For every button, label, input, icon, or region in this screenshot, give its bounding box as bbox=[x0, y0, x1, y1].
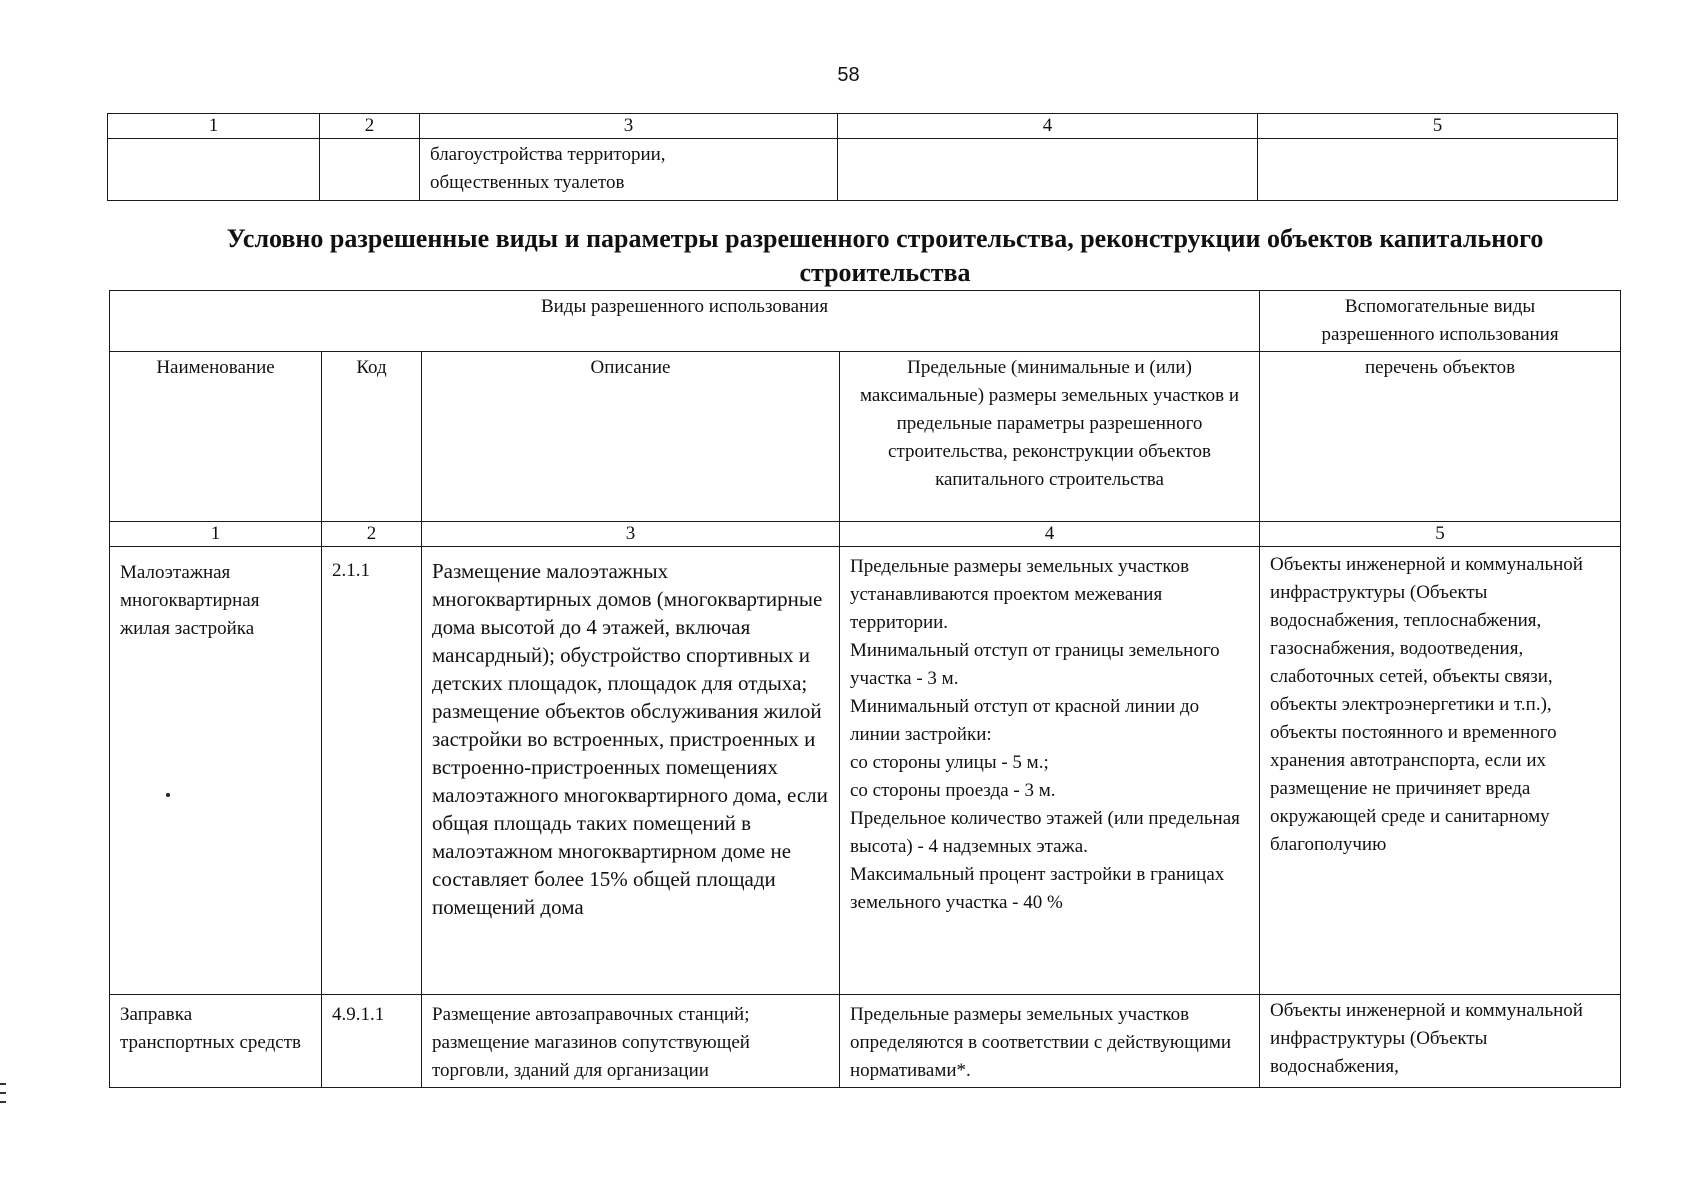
table-cell bbox=[838, 139, 1258, 201]
column-number: 5 bbox=[1260, 522, 1621, 547]
scan-mark bbox=[0, 1101, 6, 1103]
page-number: 58 bbox=[837, 64, 860, 86]
column-number: 5 bbox=[1258, 114, 1618, 139]
zoning-table bbox=[109, 290, 1621, 1088]
scan-speck bbox=[166, 793, 170, 797]
aux-header: Вспомогательные виды разрешенного использования bbox=[1260, 291, 1621, 352]
use-limits: Предельные размеры земельных участков устанавливаются проектом межевания территории. Минимальный отступ от границы земельного участка - 3 м. Минимальный отступ от красной линии до линии застройки: со стороны улицы - 5 м.; со стороны проезда - 3 м. Предельное количество этажей (или предельная высота) - 4 надземных этажа. Максимальный процент застройки в границах земельного участка - 40 % bbox=[840, 547, 1260, 995]
table-cell: благоустройства территории, общественных туалетов bbox=[420, 139, 838, 201]
scan-mark bbox=[0, 1092, 6, 1094]
use-code: 2.1.1 bbox=[322, 547, 422, 995]
section-title: Условно разрешенные виды и параметры разрешенного строительства, реконструкции объектов капитального строительства bbox=[226, 224, 1544, 287]
column-number: 3 bbox=[422, 522, 840, 547]
table-cell bbox=[108, 139, 320, 201]
column-number: 2 bbox=[322, 522, 422, 547]
table-row bbox=[108, 114, 1618, 139]
header-objects: перечень объектов bbox=[1260, 352, 1621, 522]
use-description: Размещение автозаправочных станций; размещение магазинов сопутствующей торговли, зданий для организации bbox=[422, 995, 840, 1088]
header-description: Описание bbox=[422, 352, 840, 522]
column-number: 4 bbox=[840, 522, 1260, 547]
column-number: 4 bbox=[838, 114, 1258, 139]
use-limits: Предельные размеры земельных участков определяются в соответствии с действующими нормативами*. bbox=[840, 995, 1260, 1088]
table-row bbox=[108, 139, 1618, 201]
header-code: Код bbox=[322, 352, 422, 522]
table-cell bbox=[1258, 139, 1618, 201]
use-name: Малоэтажная многоквартирная жилая застройка bbox=[110, 547, 322, 995]
header-name: Наименование bbox=[110, 352, 322, 522]
use-name: Заправка транспортных средств bbox=[110, 995, 322, 1088]
table-row bbox=[110, 995, 1621, 1088]
use-code: 4.9.1.1 bbox=[322, 995, 422, 1088]
table-row bbox=[110, 547, 1621, 995]
column-number: 1 bbox=[110, 522, 322, 547]
table-row bbox=[110, 522, 1621, 547]
scan-mark bbox=[0, 1083, 6, 1085]
use-description: Размещение малоэтажных многоквартирных домов (многоквартирные дома высотой до 4 этажей, включая мансардный); обустройство спортивных и детских площадок, площадок для отдыха; размещение объектов обслуживания жилой застройки во встроенных, пристроенных и встроенно-пристроенных помещениях малоэтажного многоквартирного дома, если общая площадь таких помещений в малоэтажном многоквартирном доме не составляет более 15% общей площади помещений дома bbox=[422, 547, 840, 995]
header-limits: Предельные (минимальные и (или) максимальные) размеры земельных участков и предельные параметры разрешенного строительства, реконструкции объектов капитального строительства bbox=[840, 352, 1260, 522]
column-number: 1 bbox=[108, 114, 320, 139]
continued-table bbox=[107, 113, 1618, 201]
table-cell bbox=[320, 139, 420, 201]
column-number: 3 bbox=[420, 114, 838, 139]
aux-objects: Объекты инженерной и коммунальной инфраструктуры (Объекты водоснабжения, теплоснабжения, газоснабжения, водоотведения, слаботочных сетей, объекты связи, объекты электроэнергетики и т.п.), объекты постоянного и временного хранения автотранспорта, если их размещение не причиняет вреда окружающей среде и санитарному благополучию bbox=[1260, 547, 1621, 995]
column-number: 2 bbox=[320, 114, 420, 139]
table-row bbox=[110, 291, 1621, 352]
table-row bbox=[110, 352, 1621, 522]
aux-objects: Объекты инженерной и коммунальной инфраструктуры (Объекты водоснабжения, bbox=[1260, 995, 1621, 1088]
group-header: Виды разрешенного использования bbox=[110, 291, 1260, 352]
